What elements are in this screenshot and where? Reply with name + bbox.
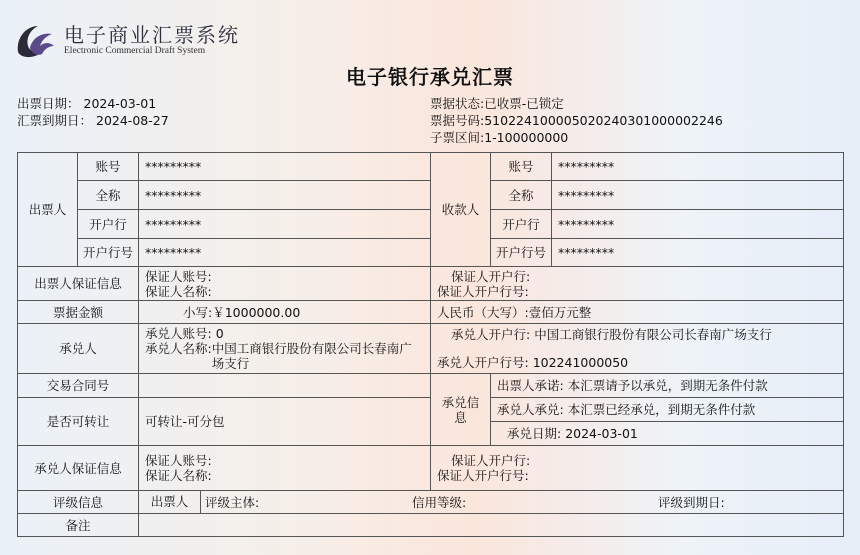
payee-bank-no-label: 开户行号 <box>491 239 552 267</box>
acceptor-promise-label: 承兑人承兑: <box>497 402 564 417</box>
logo-english: Electronic Commercial Draft System <box>64 45 206 56</box>
transfer-label: 是否可转让 <box>18 398 139 446</box>
drawer-guarantor-account: 保证人账号: <box>145 268 212 284</box>
status-badge: 已收票-已锁定 <box>484 96 564 111</box>
drawer-guarantor-bank-no: 保证人开户行号: <box>437 283 529 299</box>
page-title: 电子银行承兑汇票 <box>346 65 514 89</box>
drawer-name-label: 全称 <box>78 181 139 210</box>
draft-table <box>17 152 844 537</box>
acceptor-account-label: 承兑人账号: <box>145 326 212 341</box>
drawer-name: ********* <box>139 181 431 210</box>
meta-right <box>430 95 723 146</box>
meta-left <box>17 95 169 129</box>
status-label: 票据状态: <box>430 96 485 111</box>
acceptor-name-label: 承兑人名称: <box>145 341 212 356</box>
rating-level: 信用等级: <box>412 494 467 510</box>
drawer-bank-no-label: 开户行号 <box>78 239 139 267</box>
drawer-bank-no: ********* <box>139 239 431 267</box>
amount-big-label: 人民币（大写）: <box>437 304 529 320</box>
acceptance-info-label: 承兑信息 <box>431 374 491 446</box>
payee-bank-no: ********* <box>552 239 844 267</box>
amount-label: 票据金额 <box>18 301 139 324</box>
transferable-value: 可转让-可分包 <box>139 398 431 446</box>
acceptance-date: 2024-03-01 <box>565 426 638 441</box>
payee-name: ********* <box>552 181 844 210</box>
acceptor-name-line2: 场支行 <box>211 356 250 371</box>
drawer-section-label: 出票人 <box>18 153 78 267</box>
rating-party: 出票人 <box>139 491 201 513</box>
draft-number: 510224100005020240301000002246 <box>484 113 723 128</box>
drawer-guarantee-label: 出票人保证信息 <box>18 267 139 301</box>
payee-account: ********* <box>552 153 844 181</box>
acceptor-name-line1: 中国工商银行股份有限公司长春南广 <box>211 341 412 356</box>
ecds-logo-icon <box>14 20 58 60</box>
acceptor-bank-no-label: 承兑人开户行号: <box>437 355 529 370</box>
acceptor-guarantor-bank: 保证人开户行: <box>451 453 531 468</box>
rating-subject: 评级主体: <box>205 494 260 510</box>
acceptor-label: 承兑人 <box>18 324 139 374</box>
drawer-bank-label: 开户行 <box>78 210 139 239</box>
payee-section-label: 收款人 <box>431 153 491 267</box>
acceptor-guarantor-name: 保证人名称: <box>145 468 212 483</box>
issue-date-label: 出票日期： <box>17 96 80 111</box>
acceptor-account: 0 <box>215 326 224 341</box>
payee-bank: ********* <box>552 210 844 239</box>
logo-chinese: 电子商业汇票系统 <box>64 22 240 47</box>
acceptor-promise: 本汇票已经承兑，到期无条件付款 <box>567 402 756 417</box>
payee-account-label: 账号 <box>491 153 552 181</box>
contract-label: 交易合同号 <box>18 374 139 398</box>
acceptor-bank-no: 102241000050 <box>532 355 629 370</box>
amount-small-label: 小写: <box>183 304 213 320</box>
due-date: 2024-08-27 <box>96 113 169 128</box>
acceptor-guarantor-bank-no: 保证人开户行号: <box>437 468 529 483</box>
acceptor-guarantor-account: 保证人账号: <box>145 453 212 468</box>
rating-label: 评级信息 <box>18 491 139 514</box>
amount-big: 壹佰万元整 <box>528 304 592 320</box>
acceptance-date-label: 承兑日期: <box>507 426 562 441</box>
drawer-account-label: 账号 <box>78 153 139 181</box>
drawer-guarantor-name: 保证人名称: <box>145 283 212 299</box>
due-date-label: 汇票到期日： <box>17 113 93 128</box>
remark-value <box>139 514 844 537</box>
drawer-account: ********* <box>139 153 431 181</box>
payee-bank-label: 开户行 <box>491 210 552 239</box>
remark-label: 备注 <box>18 514 139 537</box>
contract-number <box>139 374 431 398</box>
number-label: 票据号码: <box>430 113 485 128</box>
acceptor-bank: 中国工商银行股份有限公司长春南广场支行 <box>534 327 772 342</box>
acceptor-guarantee-label: 承兑人保证信息 <box>18 446 139 491</box>
acceptor-bank-label: 承兑人开户行: <box>451 327 531 342</box>
drawer-guarantor-bank: 保证人开户行: <box>451 268 531 284</box>
amount-small: ￥1000000.00 <box>212 304 301 320</box>
logo <box>14 20 240 60</box>
payee-name-label: 全称 <box>491 181 552 210</box>
issue-date: 2024-03-01 <box>83 96 157 111</box>
drawer-promise: 本汇票请予以承兑，到期无条件付款 <box>567 378 768 393</box>
range-label: 子票区间: <box>430 130 485 145</box>
rating-due-date: 评级到期日: <box>658 494 725 510</box>
drawer-bank: ********* <box>139 210 431 239</box>
drawer-promise-label: 出票人承诺: <box>497 378 564 393</box>
sub-range: 1-100000000 <box>484 130 569 145</box>
